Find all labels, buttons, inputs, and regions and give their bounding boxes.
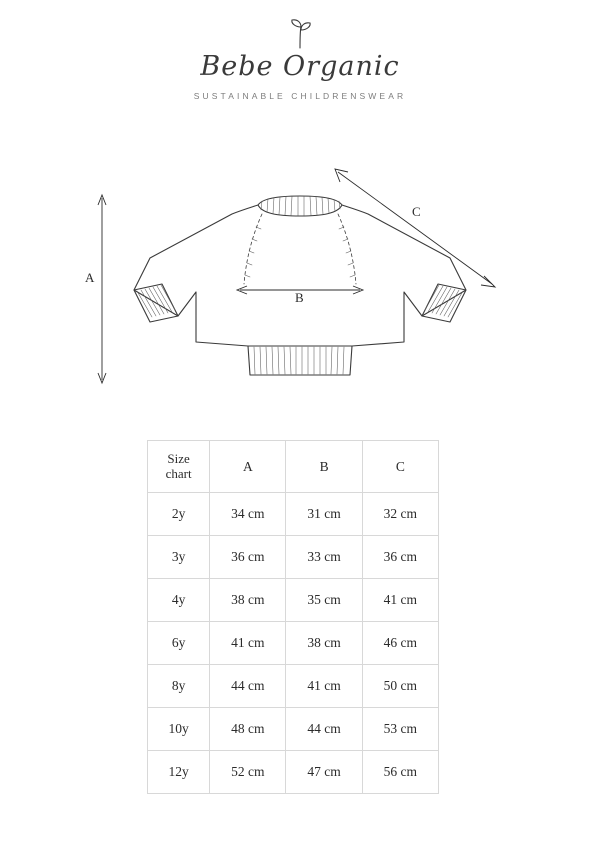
leaf-sprig-icon — [280, 18, 320, 50]
row-c: 41 cm — [362, 579, 438, 622]
size-chart-table-wrapper — [147, 440, 439, 794]
size-chart-table — [147, 440, 439, 794]
row-size: 4y — [148, 579, 210, 622]
header-size-chart — [148, 441, 210, 493]
row-a: 41 cm — [210, 622, 286, 665]
row-a: 44 cm — [210, 665, 286, 708]
row-size: 10y — [148, 708, 210, 751]
brand-name: Bebe Organic — [200, 51, 400, 82]
garment-illustration — [0, 150, 600, 410]
row-a: 38 cm — [210, 579, 286, 622]
row-c: 36 cm — [362, 536, 438, 579]
row-c: 53 cm — [362, 708, 438, 751]
table-row — [148, 579, 439, 622]
header-a: A — [210, 441, 286, 493]
row-b: 33 cm — [286, 536, 362, 579]
row-size: 8y — [148, 665, 210, 708]
row-b: 31 cm — [286, 493, 362, 536]
table-row — [148, 751, 439, 794]
brand-tagline: SUSTAINABLE CHILDRENSWEAR — [193, 90, 407, 101]
row-c: 56 cm — [362, 751, 438, 794]
row-b: 47 cm — [286, 751, 362, 794]
arrow-c-line — [338, 172, 492, 284]
row-b: 44 cm — [286, 708, 362, 751]
row-b: 38 cm — [286, 622, 362, 665]
row-size: 6y — [148, 622, 210, 665]
table-row — [148, 536, 439, 579]
row-size: 3y — [148, 536, 210, 579]
brand-header — [0, 18, 600, 101]
row-b: 35 cm — [286, 579, 362, 622]
header-size-line1: Size — [167, 450, 190, 466]
row-c: 50 cm — [362, 665, 438, 708]
table-row — [148, 665, 439, 708]
row-a: 34 cm — [210, 493, 286, 536]
table-header-row — [148, 441, 439, 493]
table-row — [148, 493, 439, 536]
dimension-label-b: B — [295, 290, 304, 305]
dimension-label-c: C — [412, 204, 421, 219]
row-a: 48 cm — [210, 708, 286, 751]
table-row — [148, 622, 439, 665]
row-a: 36 cm — [210, 536, 286, 579]
header-b: B — [286, 441, 362, 493]
header-c: C — [362, 441, 438, 493]
table-row — [148, 708, 439, 751]
row-c: 46 cm — [362, 622, 438, 665]
header-size-line2: chart — [165, 465, 192, 481]
row-c: 32 cm — [362, 493, 438, 536]
dimension-label-a: A — [85, 270, 95, 285]
row-b: 41 cm — [286, 665, 362, 708]
row-size: 2y — [148, 493, 210, 536]
row-a: 52 cm — [210, 751, 286, 794]
row-size: 12y — [148, 751, 210, 794]
